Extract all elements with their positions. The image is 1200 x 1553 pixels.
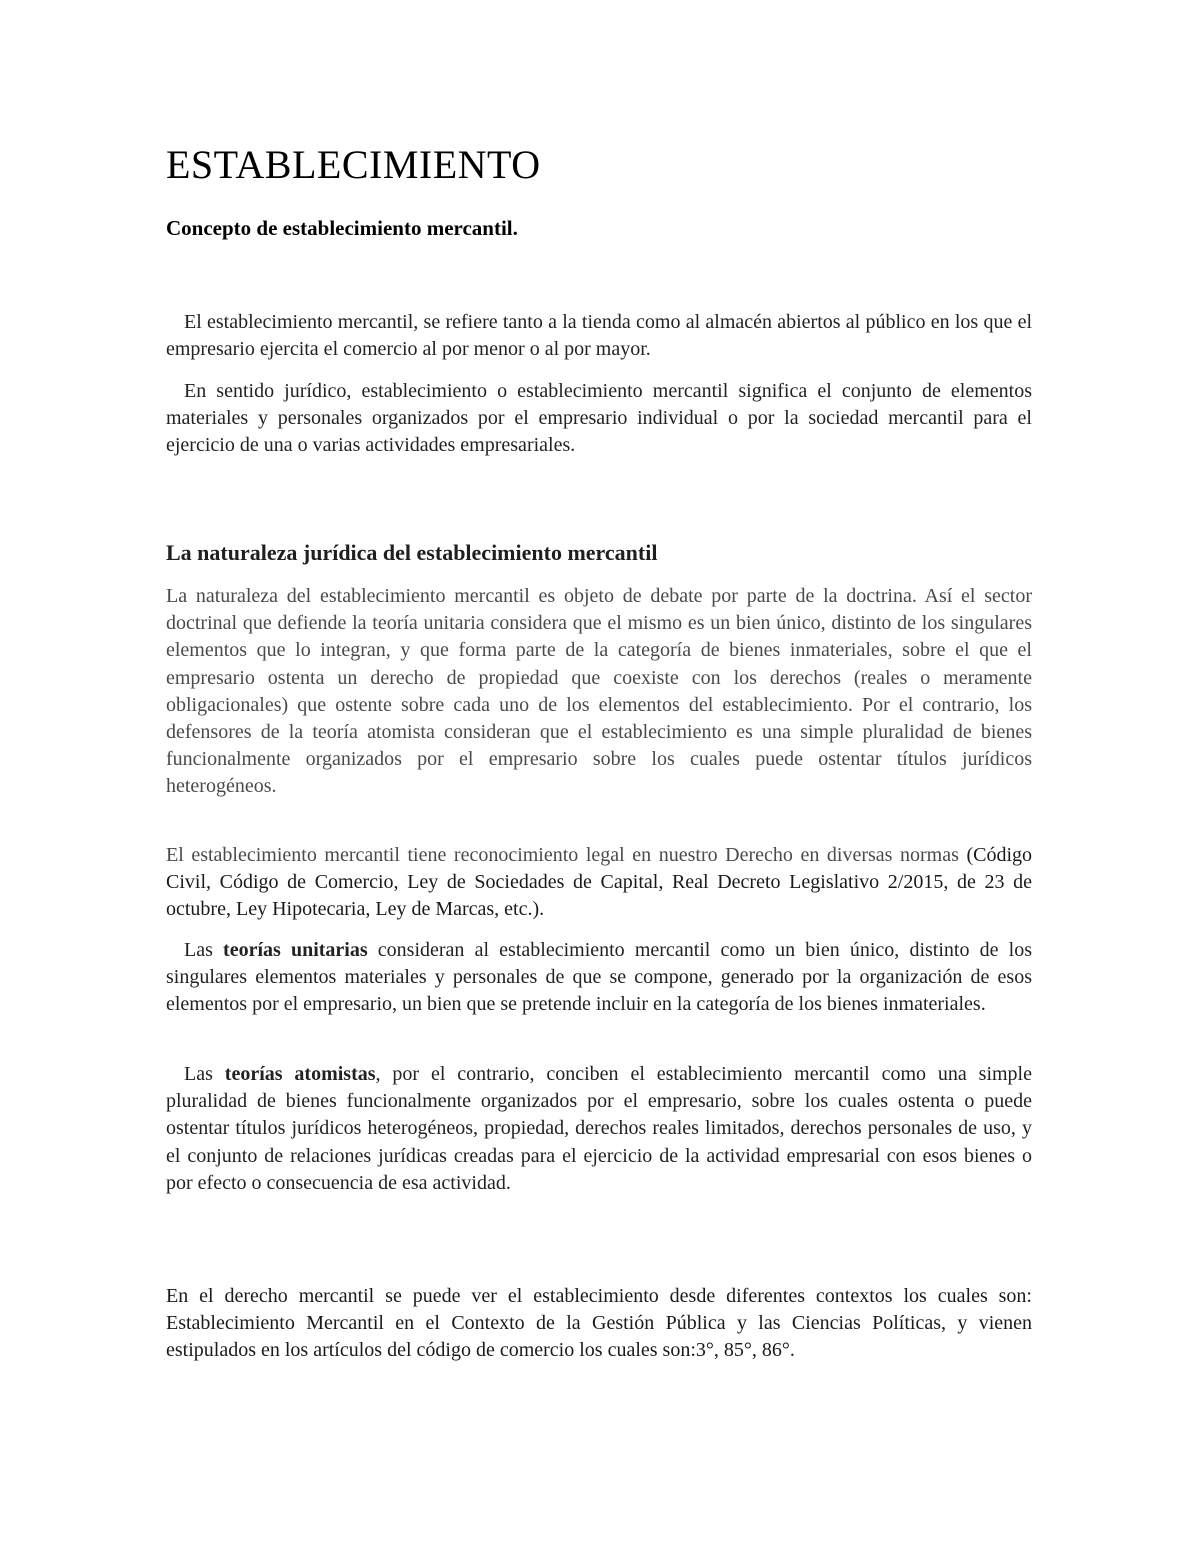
concept-subtitle: Concepto de establecimiento mercantil.: [166, 216, 518, 240]
atomistas-prefix: Las: [184, 1063, 225, 1085]
unitarias-paragraph: [166, 937, 1032, 1019]
atomistas-term: teorías atomistas: [224, 1063, 376, 1085]
legal-recognition-list: (Código Civil, Código de Comercio, Ley de Sociedades de Capital, Real Decreto Legislativo 2/2015, de 23 de octubre, Ley Hipotecaria, Ley de Marcas, etc.).: [166, 844, 1032, 921]
atomistas-paragraph: [166, 1061, 1032, 1197]
closing-paragraph: En el derecho mercantil se puede ver el establecimiento desde diferentes contextos los cuales son: Establecimiento Mercantil en el Contexto de la Gestión Pública y las Ciencias Políticas, y vienen estipulados en los artículos del código de comercio los cuales son:3°, 85°, 86°.: [166, 1285, 1032, 1362]
legal-recognition-lead: El establecimiento mercantil tiene reconocimiento legal en nuestro Derecho en diversas normas: [166, 844, 967, 866]
intro-paragraph-2: En sentido jurídico, establecimiento o establecimiento mercantil significa el conjunto de elementos materiales y personales organizados por el empresario individual o por la sociedad mercantil para el ejercicio de una o varias actividades empresariales.: [166, 380, 1032, 457]
unitarias-text: consideran al establecimiento mercantil como un bien único, distinto de los singulares elementos materiales y personales de que se compone, generado por la organización de esos elementos por el empresario, un bien que se pretende incluir en la categoría de los bienes inmateriales.: [166, 939, 1032, 1016]
section-heading-nature: La naturaleza jurídica del establecimiento mercantil: [166, 540, 658, 565]
nature-paragraph: La naturaleza del establecimiento mercantil es objeto de debate por parte de la doctrina. Así el sector doctrinal que defiende la teoría unitaria considera que el mismo es un bien único, distinto de los singulares elementos que lo integran, y que forma parte de la categoría de bienes inmateriales, sobre el que el empresario ostenta un derecho de propiedad que coexiste con los derechos (reales o meramente obligacionales) que ostente sobre cada uno de los elementos del establecimiento. Por el contrario, los defensores de la teoría atomista consideran que el establecimiento es una simple pluralidad de bienes funcionalmente organizados por el empresario sobre los cuales puede ostentar títulos jurídicos heterogéneos.: [166, 585, 1032, 798]
legal-recognition-paragraph: [166, 842, 1032, 924]
atomistas-text: , por el contrario, conciben el establecimiento mercantil como una simple pluralidad de bienes funcionalmente organizados por el empresario, sobre los cuales ostenta o puede ostentar títulos jurídicos heterogéneos, propiedad, derechos reales limitados, derechos personales de uso, y el conjunto de relaciones jurídicas creadas para el ejercicio de la actividad empresarial con esos bienes o por efecto o consecuencia de esa actividad.: [166, 1063, 1032, 1194]
document-title: ESTABLECIMIENTO: [166, 142, 541, 187]
unitarias-term: teorías unitarias: [223, 939, 368, 961]
unitarias-prefix: Las: [184, 939, 224, 961]
intro-paragraph-1: El establecimiento mercantil, se refiere tanto a la tienda como al almacén abiertos al público en los que el empresario ejercita el comercio al por menor o al por mayor.: [166, 311, 1032, 361]
